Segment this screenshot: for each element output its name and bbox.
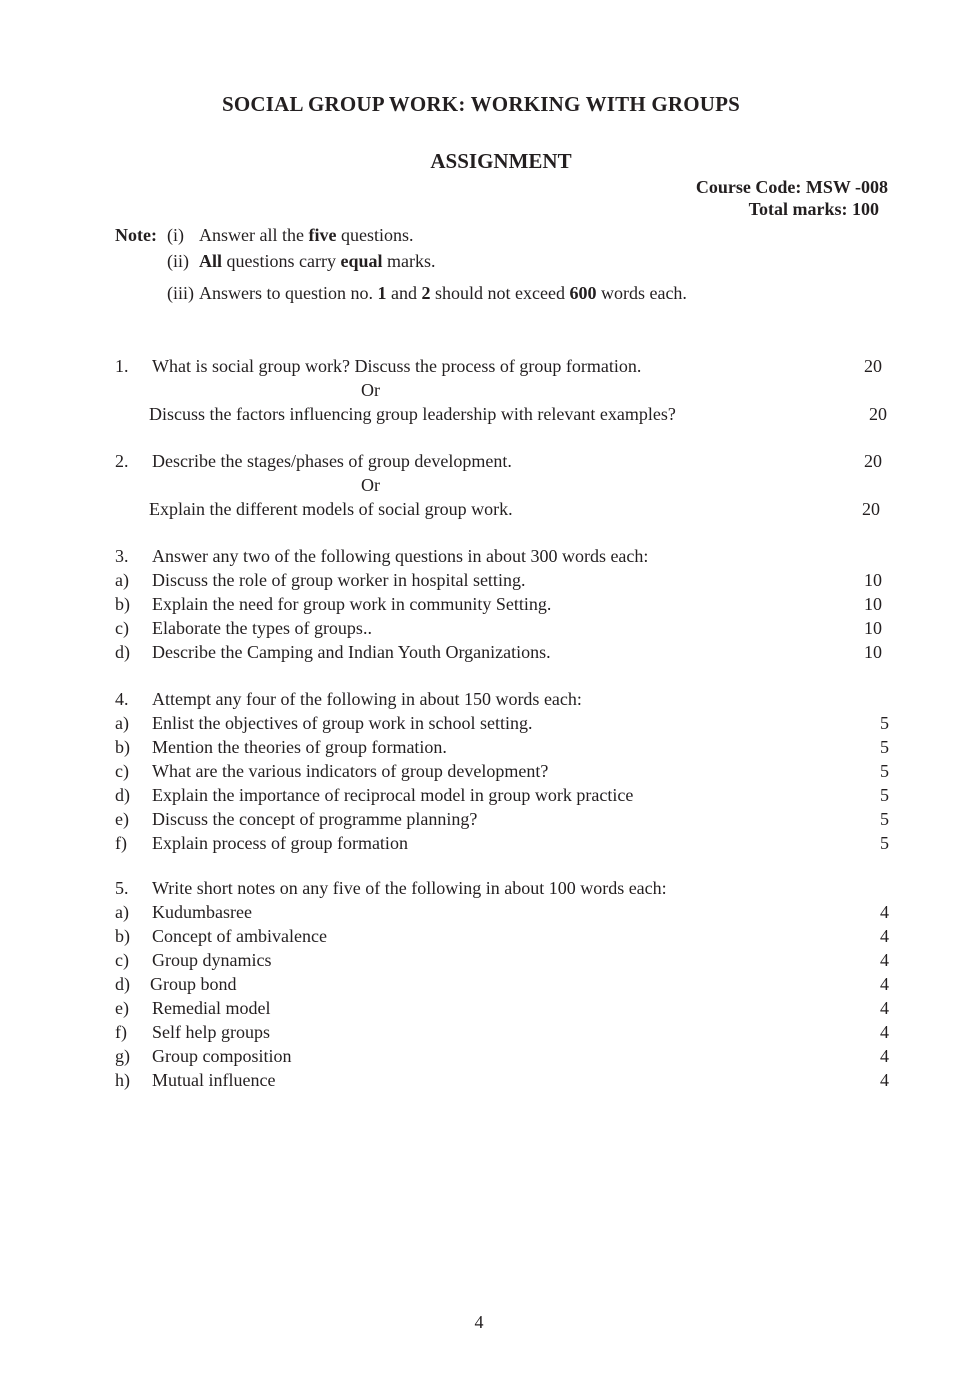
or-separator: Or bbox=[361, 475, 380, 495]
sub-question bbox=[115, 640, 890, 664]
sub-question bbox=[115, 568, 890, 592]
sub-question-marks: 10 bbox=[864, 618, 882, 638]
sub-question bbox=[115, 1044, 890, 1068]
sub-question-label: b) bbox=[115, 737, 130, 757]
sub-question-text: Group bond bbox=[150, 974, 237, 994]
sub-question-label: e) bbox=[115, 809, 129, 829]
sub-question-label: a) bbox=[115, 902, 129, 922]
question-text: Discuss the factors influencing group leadership with relevant examples? bbox=[149, 404, 676, 424]
sub-question-text: Discuss the concept of programme planning? bbox=[152, 809, 478, 829]
sub-question-marks: 4 bbox=[880, 926, 889, 946]
sub-question-marks: 10 bbox=[864, 570, 882, 590]
note-number: (iii) bbox=[167, 283, 194, 303]
question-3 bbox=[115, 544, 890, 664]
sub-question-text: Concept of ambivalence bbox=[152, 926, 327, 946]
question-line bbox=[115, 876, 890, 900]
sub-question bbox=[115, 616, 890, 640]
question-5 bbox=[115, 876, 890, 1092]
sub-question-text: Group dynamics bbox=[152, 950, 272, 970]
sub-question-text: Mutual influence bbox=[152, 1070, 276, 1090]
sub-question bbox=[115, 807, 890, 831]
question-number: 5. bbox=[115, 878, 129, 898]
question-marks: 20 bbox=[862, 499, 880, 519]
question-marks: 20 bbox=[864, 356, 882, 376]
sub-question-text: Explain process of group formation bbox=[152, 833, 408, 853]
sub-question-label: f) bbox=[115, 1022, 127, 1042]
sub-question-marks: 5 bbox=[880, 833, 889, 853]
question-number: 3. bbox=[115, 546, 129, 566]
sub-question-label: f) bbox=[115, 833, 127, 853]
sub-question bbox=[115, 1068, 890, 1092]
question-text: Write short notes on any five of the following in about 100 words each: bbox=[152, 878, 667, 898]
question-marks: 20 bbox=[864, 451, 882, 471]
question-text: Answer any two of the following questions in about 300 words each: bbox=[152, 546, 649, 566]
question-line bbox=[115, 497, 890, 521]
document-subtitle: ASSIGNMENT bbox=[430, 149, 572, 173]
question-number: 4. bbox=[115, 689, 129, 709]
sub-question-text: Describe the Camping and Indian Youth Organizations. bbox=[152, 642, 551, 662]
sub-question-label: d) bbox=[115, 785, 130, 805]
question-line bbox=[115, 354, 890, 378]
sub-question-text: Explain the need for group work in community Setting. bbox=[152, 594, 552, 614]
note-number: (i) bbox=[167, 225, 184, 245]
sub-question-marks: 5 bbox=[880, 809, 889, 829]
question-text: Explain the different models of social group work. bbox=[149, 499, 513, 519]
question-marks: 20 bbox=[869, 404, 887, 424]
note-text: Answer all the five questions. bbox=[199, 225, 414, 245]
sub-question bbox=[115, 972, 890, 996]
or-line bbox=[115, 378, 890, 402]
document-title: SOCIAL GROUP WORK: WORKING WITH GROUPS bbox=[221, 92, 741, 116]
sub-question bbox=[115, 592, 890, 616]
question-line bbox=[115, 544, 890, 568]
sub-question-marks: 4 bbox=[880, 998, 889, 1018]
sub-question-marks: 4 bbox=[880, 1070, 889, 1090]
sub-question bbox=[115, 783, 890, 807]
sub-question bbox=[115, 759, 890, 783]
sub-question-marks: 10 bbox=[864, 642, 882, 662]
sub-question-label: c) bbox=[115, 618, 129, 638]
total-marks: Total marks: 100 bbox=[748, 199, 879, 219]
sub-question-marks: 5 bbox=[880, 713, 889, 733]
sub-question bbox=[115, 996, 890, 1020]
note-number: (ii) bbox=[167, 251, 189, 271]
page-number: 4 bbox=[474, 1312, 484, 1332]
note-text: All questions carry equal marks. bbox=[199, 251, 436, 271]
sub-question-marks: 4 bbox=[880, 950, 889, 970]
question-line bbox=[115, 687, 890, 711]
or-line bbox=[115, 473, 890, 497]
sub-question-text: What are the various indicators of group development? bbox=[152, 761, 549, 781]
question-text: What is social group work? Discuss the process of group formation. bbox=[152, 356, 642, 376]
sub-question-label: b) bbox=[115, 926, 130, 946]
sub-question bbox=[115, 831, 890, 855]
sub-question-text: Explain the importance of reciprocal model in group work practice bbox=[152, 785, 634, 805]
sub-question-label: b) bbox=[115, 594, 130, 614]
sub-question-label: e) bbox=[115, 998, 129, 1018]
sub-question-marks: 4 bbox=[880, 1022, 889, 1042]
sub-question-marks: 4 bbox=[880, 974, 889, 994]
sub-question-text: Kudumbasree bbox=[152, 902, 252, 922]
sub-question bbox=[115, 711, 890, 735]
sub-question-marks: 4 bbox=[880, 902, 889, 922]
sub-question bbox=[115, 900, 890, 924]
question-number: 2. bbox=[115, 451, 129, 471]
sub-question-label: g) bbox=[115, 1046, 130, 1066]
sub-question-text: Enlist the objectives of group work in school setting. bbox=[152, 713, 533, 733]
sub-question-label: c) bbox=[115, 950, 129, 970]
note-text: Answers to question no. 1 and 2 should not exceed 600 words each. bbox=[199, 283, 687, 303]
question-line bbox=[115, 449, 890, 473]
sub-question-marks: 5 bbox=[880, 761, 889, 781]
sub-question bbox=[115, 924, 890, 948]
question-text: Attempt any four of the following in about 150 words each: bbox=[152, 689, 582, 709]
sub-question bbox=[115, 735, 890, 759]
question-2 bbox=[115, 449, 890, 521]
sub-question-marks: 5 bbox=[880, 737, 889, 757]
sub-question-text: Discuss the role of group worker in hospital setting. bbox=[152, 570, 526, 590]
sub-question-label: d) bbox=[115, 974, 130, 994]
sub-question-text: Remedial model bbox=[152, 998, 271, 1018]
sub-question-text: Mention the theories of group formation. bbox=[152, 737, 447, 757]
question-4 bbox=[115, 687, 890, 855]
sub-question-label: a) bbox=[115, 713, 129, 733]
sub-question-marks: 4 bbox=[880, 1046, 889, 1066]
or-separator: Or bbox=[361, 380, 380, 400]
sub-question-label: d) bbox=[115, 642, 130, 662]
question-text: Describe the stages/phases of group development. bbox=[152, 451, 512, 471]
sub-question-label: a) bbox=[115, 570, 129, 590]
note-label: Note: bbox=[115, 225, 157, 245]
question-1 bbox=[115, 354, 890, 426]
sub-question-marks: 10 bbox=[864, 594, 882, 614]
question-line bbox=[115, 402, 890, 426]
sub-question-label: h) bbox=[115, 1070, 130, 1090]
sub-question bbox=[115, 1020, 890, 1044]
sub-question-marks: 5 bbox=[880, 785, 889, 805]
sub-question-text: Elaborate the types of groups.. bbox=[152, 618, 372, 638]
sub-question-label: c) bbox=[115, 761, 129, 781]
sub-question-text: Group composition bbox=[152, 1046, 292, 1066]
course-code: Course Code: MSW -008 bbox=[695, 177, 888, 197]
sub-question-text: Self help groups bbox=[152, 1022, 270, 1042]
question-number: 1. bbox=[115, 356, 129, 376]
sub-question bbox=[115, 948, 890, 972]
